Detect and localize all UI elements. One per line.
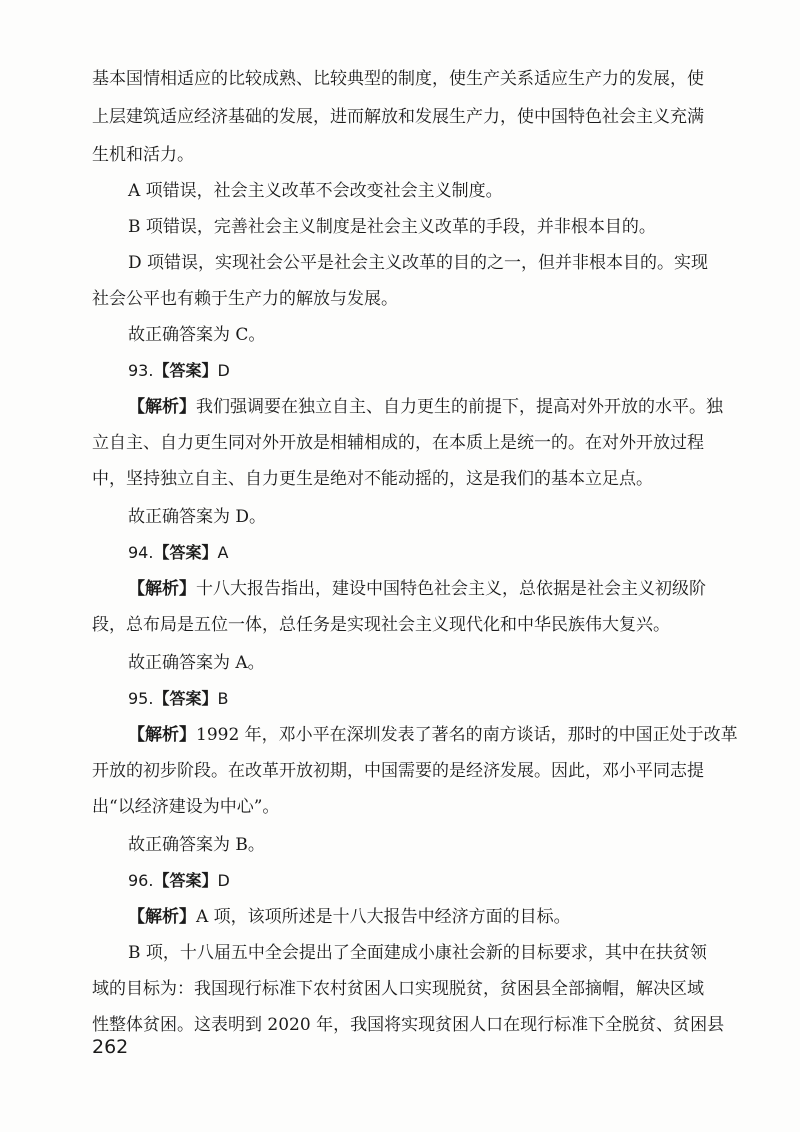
text-line: 社会公平也有赖于生产力的解放与发展。 xyxy=(92,289,398,309)
text-line: 上层建筑适应经济基础的发展，进而解放和发展生产力，使中国特色社会主义充满 xyxy=(92,107,704,127)
answer-letter: D xyxy=(217,871,230,890)
answer-tag: 【答案】 xyxy=(153,543,218,562)
text-line: 生机和活力。 xyxy=(92,145,194,165)
text-line: 性整体贫困。这表明到 2020 年，我国将实现贫困人口在现行标准下全脱贫、贫困县 xyxy=(92,1015,725,1035)
answer-letter: D xyxy=(217,361,230,380)
analysis-tag: 【解析】 xyxy=(128,397,196,417)
page-number: 262 xyxy=(92,1036,129,1058)
question-number: 94. xyxy=(128,543,154,562)
analysis-line xyxy=(128,396,723,418)
answer-heading-96 xyxy=(128,870,230,892)
answer-heading-95 xyxy=(128,688,228,710)
text-line: 基本国情相适应的比较成熟、比较典型的制度，使生产关系适应生产力的发展，使 xyxy=(92,69,704,89)
analysis-line xyxy=(128,906,571,928)
text-line: 中，坚持独立自主、自力更生是绝对不能动摇的，这是我们的基本立足点。 xyxy=(92,469,653,489)
text-line: 开放的初步阶段。在改革开放初期，中国需要的是经济发展。因此，邓小平同志提 xyxy=(92,761,704,781)
analysis-tag: 【解析】 xyxy=(128,579,196,599)
text-line: D 项错误，实现社会公平是社会主义改革的目的之一，但并非根本目的。实现 xyxy=(128,253,709,273)
text-line: B 项，十八届五中全会提出了全面建成小康社会新的目标要求，其中在扶贫领 xyxy=(128,943,707,963)
text-line: 段，总布局是五位一体，总任务是实现社会主义现代化和中华民族伟大复兴。 xyxy=(92,615,670,635)
answer-letter: A xyxy=(217,543,229,562)
answer-letter: B xyxy=(217,689,229,708)
analysis-tag: 【解析】 xyxy=(128,907,196,927)
answer-heading-93 xyxy=(128,360,230,382)
text-line: B 项错误，完善社会主义制度是社会主义改革的手段，并非根本目的。 xyxy=(128,217,656,237)
question-number: 96. xyxy=(128,871,154,890)
analysis-text: 我们强调要在独立自主、自力更生的前提下，提高对外开放的水平。独 xyxy=(196,397,723,417)
answer-heading-94 xyxy=(128,542,228,564)
answer-tag: 【答案】 xyxy=(153,361,218,380)
question-number: 93. xyxy=(128,361,154,380)
analysis-line xyxy=(128,724,738,746)
text-line: 域的目标为：我国现行标准下农村贫困人口实现脱贫，贫困县全部摘帽，解决区域 xyxy=(92,979,704,999)
text-line: 立自主、自力更生同对外开放是相辅相成的，在本质上是统一的。在对外开放过程 xyxy=(92,433,704,453)
answer-tag: 【答案】 xyxy=(153,871,218,890)
analysis-line xyxy=(128,578,706,600)
answer-tag: 【答案】 xyxy=(153,689,218,708)
conclusion-line: 故正确答案为 A。 xyxy=(128,653,265,673)
conclusion-line: 故正确答案为 B。 xyxy=(128,835,265,855)
analysis-text: 1992 年，邓小平在深圳发表了著名的南方谈话，那时的中国正处于改革 xyxy=(196,725,738,745)
analysis-tag: 【解析】 xyxy=(128,725,196,745)
analysis-text: 十八大报告指出，建设中国特色社会主义，总依据是社会主义初级阶 xyxy=(196,579,706,599)
analysis-text: A 项，该项所述是十八大报告中经济方面的目标。 xyxy=(196,907,571,927)
text-line: 出“以经济建设为中心”。 xyxy=(92,797,280,817)
conclusion-line: 故正确答案为 D。 xyxy=(128,507,267,527)
conclusion-line: 故正确答案为 C。 xyxy=(128,325,266,345)
question-number: 95. xyxy=(128,689,154,708)
text-line: A 项错误，社会主义改革不会改变社会主义制度。 xyxy=(128,181,503,201)
